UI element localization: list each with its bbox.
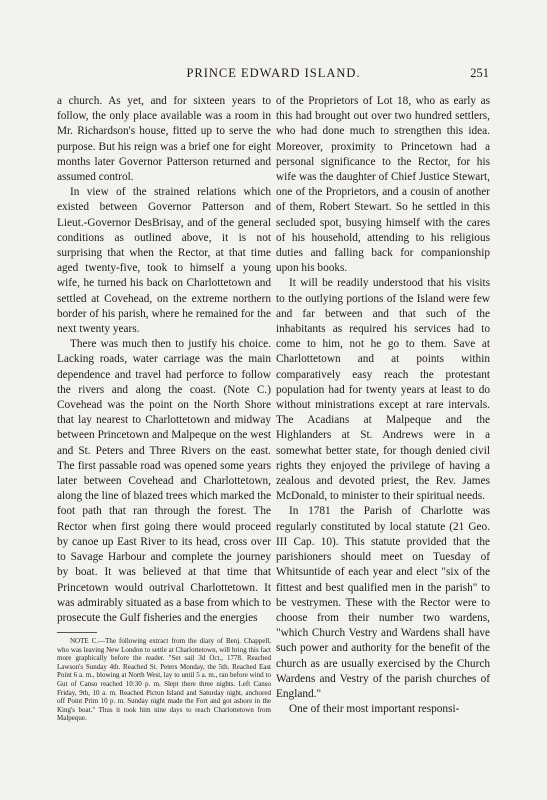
paragraph: a church. As yet, and for sixteen years to follow, the only place available was a room in Mr. Richardson's house, fitted up to serve the purpose. But his reign was a brief one for eight months later Governor Patterson returned and assumed control.	[57, 95, 271, 184]
footnote-rule	[57, 632, 97, 633]
paragraph: of the Proprietors of Lot 18, who as early as this had brought out over two hundred settlers, who had done much to strengthen this idea. Moreover, proximity to Princetown had a personal significance to the Rector, for his wife was the daughter of Chief Justice Stewart, one of the Proprietors, and a cousin of another of them, Robert Stewart. So he settled in this secluded spot, busying himself with the cares of his household, attending to his religious duties and falling back for companionship upon his books.	[276, 95, 490, 275]
paragraph: In view of the strained relations which existed between Governor Patterson and Lieut.-Governor DesBrisay, and of the general conditions as outlined above, it is not surprising that when the Rector, at that time aged twenty-five, took to himself a young wife, he turned his back on Charlottetown and settled at Covehead, on the extreme northern border of his parish, where he remained for the next twenty years.	[57, 186, 271, 336]
paragraph: In 1781 the Parish of Charlotte was regularly constituted by local statute (21 Geo. III Cap. 10). This statute provided that the parishioners should meet on Tuesday of Whitsuntide of each year and elect "six of the fittest and best qualified men in the parish" to be vestrymen. These with the Rector were to choose from their number two wardens, "which Church Vestry and Wardens shall have such power and authority for the benefit of the church as are usually exercised by the Church Wardens and Vestry of the parish churches of England."	[276, 505, 490, 700]
paragraph: One of their most important responsi-	[289, 703, 460, 716]
paragraph: There was much then to justify his choice. Lacking roads, water carriage was the main dependence and travel had perforce to follow the rivers and along the coast. (Note C.) Covehead was the point on the North Shore that lay nearest to Charlottetown and midway between Princetown and Malpeque on the west and St. Peters and Three Rivers on the east. The first passable road was opened some years later between Covehead and Charlottetown, along the line of blazed trees which marked the foot path that ran through the forest. The Rector when first going there would proceed by canoe up East River to its head, cross over to Savage Harbour and complete the journey by boat. It was believed at that time that Princetown would outrival Charlottetown. It was admirably situated as a base from which to prosecute the Gulf fisheries and the energies	[57, 338, 271, 624]
right-column	[276, 94, 490, 717]
left-column	[57, 94, 271, 723]
running-title: PRINCE EDWARD ISLAND.	[186, 66, 361, 80]
footnote: NOTE C.—The following extract from the diary of Benj. Chappell, who was leaving New London to settle at Charlottetown, will bring this fact more graphically before the reader. "Set sail 3d Oct., 1778. Reached Lawson's Sunday 4th. Reached St. Peters Monday, the 5th. Reached East Point 6 a. m., blowing at North West, lay to until 5 a. m., ran before wind to Gut of Canso reached 10:30 p. m. Slept there three nights. Left Canso Friday, 9th, 10 a. m. Reached Picton Island and Saturday night, anchored off Point Prim 10 p. m. Sunday night made the Fort and got ashore in the King's boat." Thus it took him nine days to reach Charlottetown from Malpeque.	[57, 637, 271, 723]
paragraph: It will be readily understood that his visits to the outlying portions of the Island were few and far between and that such of the inhabitants as required his services had to come to him, not he go to them. Save at Charlottetown and at points within comparatively easy reach the protestant population had for twenty years at least to do without ministrations except at rare intervals. The Acadians at Malpeque and the Highlanders at St. Andrews were in a somewhat better state, for though denied civil rights they enjoyed the privilege of having a zealous and devoted priest, the Rev. James McDonald, to minister to their spiritual needs.	[276, 277, 490, 503]
page-number: 251	[470, 66, 489, 80]
